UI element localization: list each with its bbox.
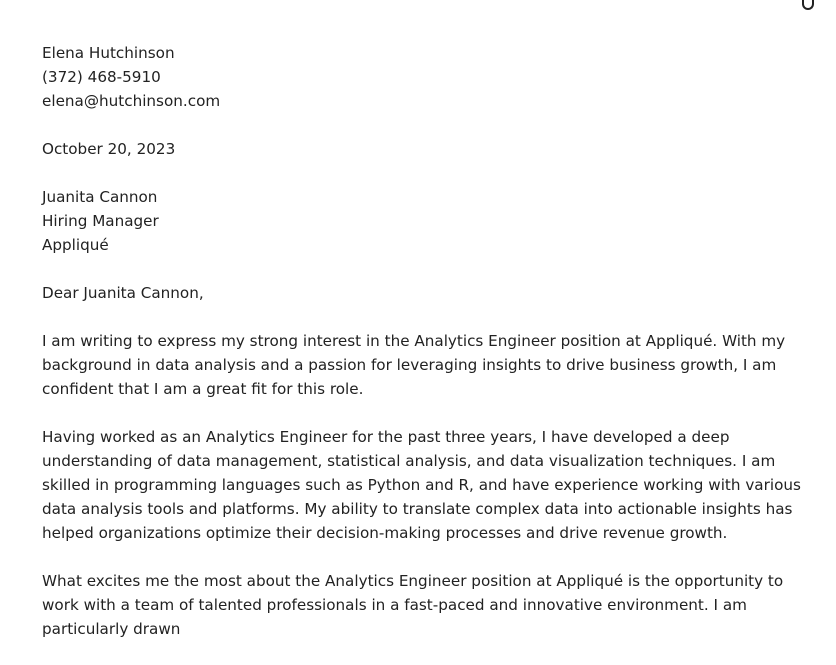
body-paragraph-3: What excites me the most about the Analytics Engineer position at Appliqué is the opportunity to work with a team of talented professionals in a fast-paced and innovative environment. I am particularly drawn bbox=[42, 572, 784, 638]
letter-date: October 20, 2023 bbox=[42, 140, 176, 158]
sender-phone: (372) 468-5910 bbox=[42, 68, 161, 86]
body-paragraph-1: I am writing to express my strong interest in the Analytics Engineer position at Appliqué. With my background in data analysis and a passion for leveraging insights to drive business growth, I am confident that I am a great fit for this role. bbox=[42, 332, 786, 398]
salutation: Dear Juanita Cannon, bbox=[42, 284, 204, 302]
recipient-name: Juanita Cannon bbox=[42, 188, 158, 206]
sender-name: Elena Hutchinson bbox=[42, 44, 175, 62]
sender-email: elena@hutchinson.com bbox=[42, 92, 221, 110]
salutation-block bbox=[42, 281, 802, 305]
recipient-title: Hiring Manager bbox=[42, 212, 159, 230]
sender-block bbox=[42, 41, 802, 113]
cover-letter bbox=[42, 41, 802, 665]
date-block bbox=[42, 137, 802, 161]
body-paragraph-2: Having worked as an Analytics Engineer for the past three years, I have developed a deep understanding of data management, statistical analysis, and data visualization techniques. I am skilled in programming languages such as Python and R, and have experience working with various data analysis tools and platforms. My ability to translate complex data into actionable insights has helped organizations optimize their decision-making processes and drive revenue growth. bbox=[42, 428, 801, 542]
corner-glyph bbox=[802, 0, 814, 10]
recipient-block bbox=[42, 185, 802, 257]
recipient-company: Appliqué bbox=[42, 236, 109, 254]
